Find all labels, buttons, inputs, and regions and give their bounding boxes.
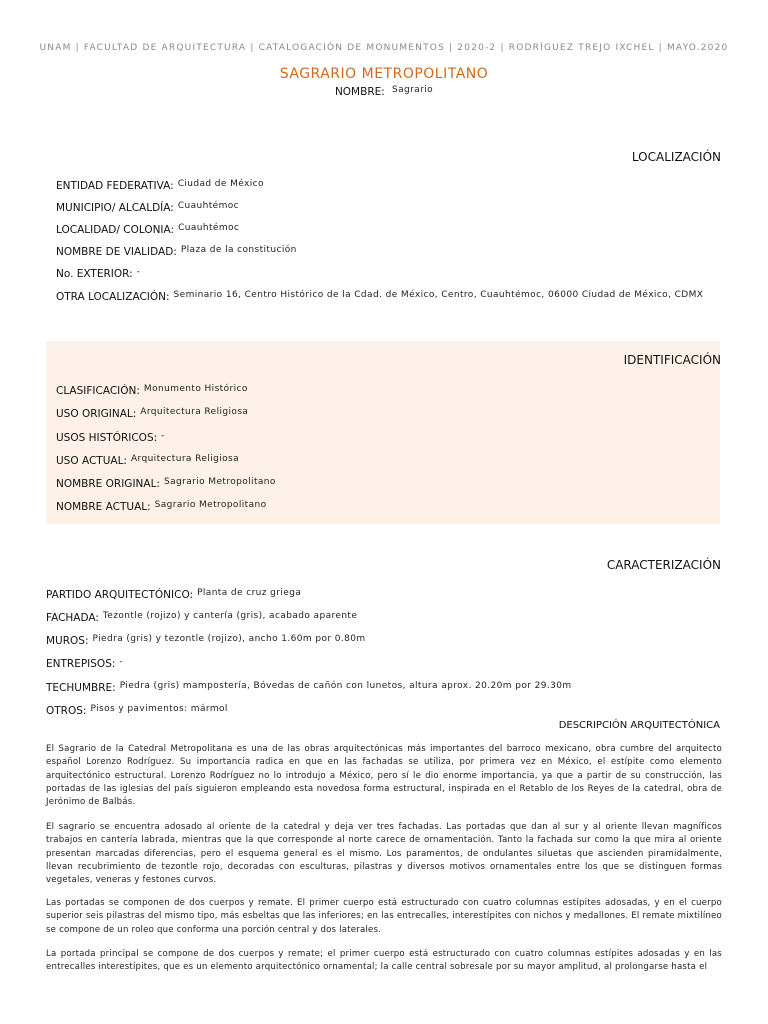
field-label: USO ORIGINAL: [56,408,137,420]
identificacion-row [56,402,248,421]
localizacion-row [56,285,703,304]
header-line: UNAM | FACULTAD DE ARQUITECTURA | CATALOGACIÓN DE MONUMENTOS | 2020-2 | RODRÍGUEZ TREJO IXCHEL | MAYO.2020 [39,43,729,53]
field-label: CLASIFICACIÓN: [56,385,140,397]
identificacion-row [56,472,276,491]
localizacion-row [56,174,264,193]
field-label: NOMBRE ACTUAL: [56,501,151,513]
field-label: TECHUMBRE: [46,682,116,694]
field-value: Piedra (gris) mampostería, Bóvedas de cañón con lunetos, altura aprox. 20.20m por 29.30m [119,681,572,691]
field-value: Cuauhtémoc [178,223,240,233]
paragraph: El Sagrario de la Catedral Metropolitana es una de las obras arquitectónicas más importantes del barroco mexicano, obra cumbre del arquitecto español Lorenzo Rodríguez. Su importancia radica en que en las fachadas se utiliza, por primera vez en México, el estípite como elemento arquitectónico estructural. Lorenzo Rodríguez no lo introdujo a México, pero sí le dio enorme importancia, ya que a partir de su construcción, las portadas de las iglesias del país siguieron empleando esta novedosa forma estructural, inspirada en el Retablo de los Reyes de la catedral, obra de Jerónimo de Balbás. [46,744,722,808]
field-value: Ciudad de México [177,179,264,189]
identificacion-row [56,426,165,445]
field-label: USO ACTUAL: [56,455,127,467]
caracterizacion-title: CARACTERIZACIÓN [606,558,721,572]
paragraph: El sagrario se encuentra adosado al oriente de la catedral y deja ver tres fachadas. Las portadas que dan al sur y al oriente llevan magníficos trabajos en cantería labrada, mientras que la que corresponde al norte carece de ornamentación. Tanto la fachada sur como la que mira al oriente presentan marcadas diferencias, pero el esquema general es el mismo. Los paramentos, de ondulantes siluetas que ascienden piramidalmente, llevan recubrimiento de tezontle rojo, decoradas con esculturas, pilastras y diversos motivos ornamentales entre los que se distinguen formas vegetales, veneras y festones curvos. [46,822,722,886]
field-label: FACHADA: [46,612,99,624]
field-label: MUROS: [46,635,89,647]
identificacion-row [56,379,248,398]
field-value: - [136,267,141,277]
field-label: USOS HISTÓRICOS: [56,432,158,444]
caracterizacion-row [46,606,357,625]
localizacion-row [56,218,239,237]
paragraph: La portada principal se compone de dos cuerpos y remate; el primer cuerpo está estructurado con cuatro columnas estípites adosadas y en las entrecalles interestípites, que es un elemento arquitectónico ornamental; la calle central sobresale por su mayor amplitud, al prolongarse hasta el [46,949,722,973]
identificacion-row [56,495,267,514]
field-label: ENTREPISOS: [46,658,116,670]
field-value: Arquitectura Religiosa [130,454,240,464]
field-value: - [161,431,165,441]
field-value: Sagrario Metropolitano [154,500,267,510]
field-label: No. EXTERIOR: [56,268,133,280]
nombre-row [0,85,768,98]
page-title: SAGRARIO METROPOLITANO [279,66,489,82]
descripcion-title: DESCRIPCIÓN ARQUITECTÓNICA [558,720,720,731]
caracterizacion-row [46,652,123,671]
field-label: LOCALIDAD/ COLONIA: [56,224,175,236]
field-value: Seminario 16, Centro Histórico de la Cdad. de México, Centro, Cuauhtémoc, 06000 Ciudad de México, CDMX [173,290,704,300]
nombre-label: NOMBRE: [334,86,385,98]
field-value: Tezontle (rojizo) y cantería (gris), acabado aparente [102,611,358,621]
localizacion-row [56,262,140,281]
field-label: OTROS: [46,705,87,717]
field-value: Planta de cruz griega [197,588,302,598]
field-value: Monumento Histórico [143,384,248,394]
field-value: Plaza de la constitución [180,245,297,255]
caracterizacion-row [46,676,572,695]
field-label: NOMBRE DE VIALIDAD: [56,246,177,258]
field-label: ENTIDAD FEDERATIVA: [56,180,174,192]
field-label: MUNICIPIO/ ALCALDÍA: [56,202,174,214]
field-label: PARTIDO ARQUITECTÓNICO: [46,589,194,601]
nombre-value: Sagrario [391,85,434,95]
field-value: - [119,657,124,667]
localizacion-row [56,196,239,215]
localizacion-row [56,240,297,259]
field-label: NOMBRE ORIGINAL: [56,478,160,490]
caracterizacion-row [46,583,301,602]
caracterizacion-row [46,699,228,718]
identificacion-title: IDENTIFICACIÓN [623,353,721,367]
field-value: Pisos y pavimentos: mármol [90,704,228,714]
identificacion-row [56,449,239,468]
field-value: Piedra (gris) y tezontle (rojizo), ancho 1.60m por 0.80m [92,634,366,644]
field-value: Cuauhtémoc [177,201,240,211]
field-label: OTRA LOCALIZACIÓN: [56,291,170,303]
field-value: Arquitectura Religiosa [140,407,249,417]
paragraph: Las portadas se componen de dos cuerpos y remate. El primer cuerpo está estructurado con cuatro columnas estípites adosadas, y en el cuerpo superior seis pilastras del mismo tipo, más esbeltas que las inferiores; en las entrecalles, interestípites con nichos y medallones. El remate mixtilíneo se compone de un roleo que conforma una porción central y dos laterales. [46,898,722,935]
field-value: Sagrario Metropolitano [163,477,276,487]
localizacion-title: LOCALIZACIÓN [631,150,721,164]
caracterizacion-row [46,629,366,648]
